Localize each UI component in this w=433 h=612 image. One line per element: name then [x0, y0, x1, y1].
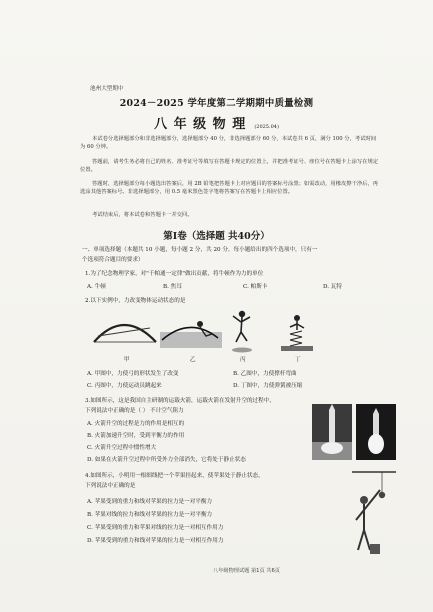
q2-label-yi: 乙 — [190, 357, 196, 363]
q2-figure-spring — [278, 310, 316, 354]
q4-figure — [352, 470, 396, 556]
q2-figure-pole-vault — [160, 310, 222, 352]
subject-title: 八 年 级 物 理 — [154, 117, 247, 132]
exam-title: 2024－2025 学年度第二学期期中质量检测 — [119, 98, 314, 109]
q1-option-b: B. 焦耳 — [163, 284, 182, 290]
page-footer: 八年级物理试题 第1页 共6页 — [213, 568, 280, 574]
q1-option-a: A. 牛顿 — [87, 284, 106, 290]
q3-option-b: B. 火箭加速升空时，受到平衡力的作用 — [87, 433, 185, 439]
note-2: 答题前，请考生务必将自己的姓名、准考证号等填写在答题卡规定的位置上，并把准考证号、座位号在答题卡上涂写在规定位置。 — [80, 159, 379, 173]
school-tag: 池州大型期中 — [90, 86, 124, 92]
q4-option-c: C. 苹果受到的重力和苹果对线的拉力是一对相互作用力 — [87, 525, 224, 531]
section-instruction-1: 一、单项选择题（本题共 10 小题，每小题 2 分，共 20 分。每小题给出的四个选项中，只有一 — [82, 247, 318, 253]
q3-stem-2: 下列说法中正确的是（ ） 不计空气阻力 — [85, 408, 184, 414]
q2-figure-bow — [90, 312, 160, 348]
q1-option-d: D. 瓦特 — [323, 284, 343, 290]
q3-stem-1: 3.如图所示，这是我国自主研制的运载火箭，运载火箭在发射升空的过程中， — [85, 398, 275, 404]
q3-option-d: D. 如果在火箭升空过程中所受外力全部消失，它将处于静止状态 — [87, 457, 246, 463]
q2-option-a: A. 甲图中，力使弓的形状发生了改变 — [87, 371, 179, 377]
q2-figure-jumper — [228, 308, 256, 354]
q3-rocket-photo-2 — [356, 404, 396, 460]
q4-option-a: A. 苹果受到的重力和线对苹果的拉力是一对平衡力 — [87, 499, 213, 505]
q2-label-jia: 甲 — [124, 357, 130, 363]
q4-stem-2: 下列说法中正确的是 — [85, 483, 136, 489]
section-title: 第Ⅰ卷（选择题 共40分） — [163, 231, 270, 242]
section-instruction-2: 个选项符合题目的要求） — [82, 257, 144, 263]
q1-stem: 1.为了纪念物理学家，对"千帕通一定律"做出贡献，将牛顿作为力的单位 — [85, 271, 264, 277]
note-1: 本试卷分选择题部分和非选择题部分，选择题部分 40 分，非选择题部分 60 分，本试卷共 6 页，满分 100 分，考试时间为 60 分钟。 — [80, 136, 377, 150]
subject-title-row — [0, 113, 433, 132]
q4-option-d: D. 苹果受到的重力和线对苹果的拉力是一对相互作用力 — [87, 538, 224, 544]
q2-option-d: D. 丁图中，力使弹簧被压缩 — [233, 383, 303, 389]
note-3: 答题时，选择题部分每小题选出答案后，用 2B 铅笔把答题卡上对应题目的答案标号涂黑；如需改动，用橡皮擦干净后，再选涂其他答案标号。非选择题部分，用 0.5 毫米黑色签字笔将答案写在答题卡上相应位置。 — [80, 181, 379, 195]
q3-option-c: C. 火箭升空过程中惯性增大 — [87, 445, 157, 451]
q2-label-bing: 丙 — [240, 357, 246, 363]
q2-label-ding: 丁 — [295, 357, 301, 363]
q1-option-c: C. 帕斯卡 — [243, 284, 268, 290]
q2-option-b: B. 乙图中，力使撑杆弯曲 — [233, 371, 297, 377]
q4-stem-1: 4.如图所示，小明用一根细线把一个苹果挂起来，使苹果处于静止状态， — [85, 473, 264, 479]
q3-rocket-photo-1 — [312, 404, 352, 460]
q2-stem: 2.以下实例中，力改变物体运动状态的是 — [85, 298, 186, 304]
date-note: (2025.04) — [254, 124, 279, 130]
q2-option-c: C. 丙图中，力使运动员跳起来 — [87, 383, 162, 389]
q4-option-b: B. 苹果对线的拉力和线对苹果的拉力是一对平衡力 — [87, 512, 213, 518]
q3-option-a: A. 火箭升空的过程是力的作用是相互的 — [87, 421, 185, 427]
note-4: 考试结束后，将本试卷和答题卡一并交回。 — [92, 212, 193, 218]
